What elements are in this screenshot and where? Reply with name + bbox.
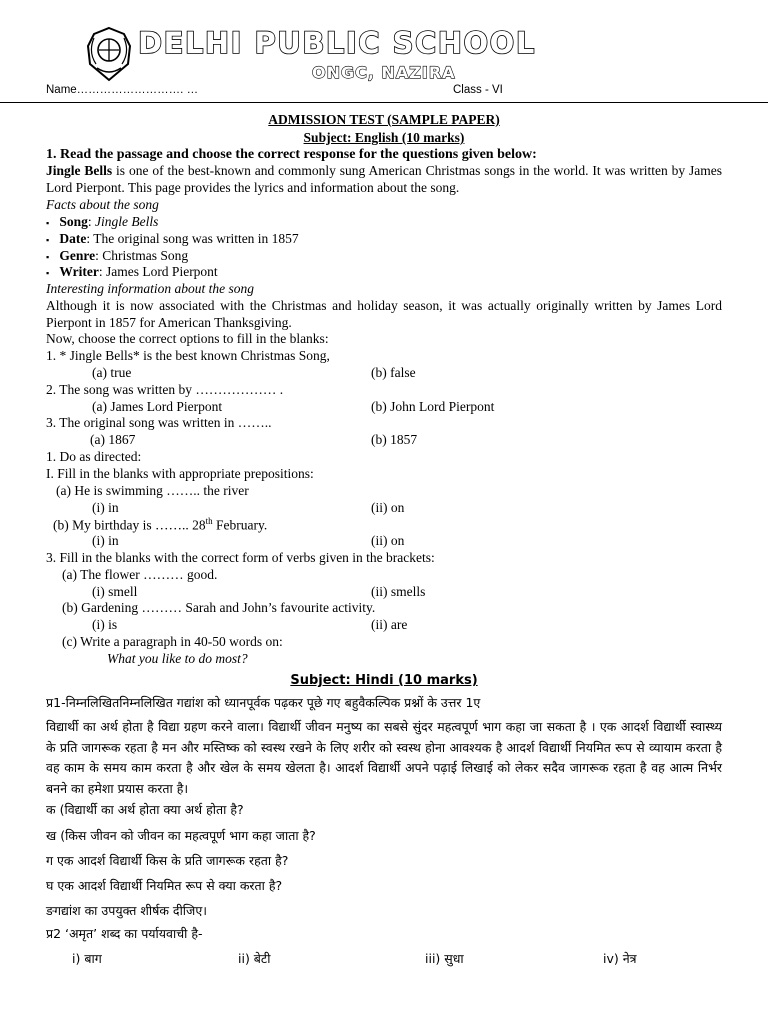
hindi-question: क (विद्यार्थी का अर्थ होता क्या अर्थ होता है? — [46, 802, 244, 817]
mcq-option-a: (a) 1867 — [90, 432, 136, 447]
fact-value: Christmas Song — [102, 248, 189, 263]
fact-value: James Lord Pierpont — [105, 264, 218, 279]
verb-question: (b) Gardening ……… Sarah and John’s favourite activity. — [62, 600, 376, 615]
hindi-option: iv) नेत्र — [603, 951, 637, 966]
fact-item: ▪ Writer: James Lord Pierpont — [46, 264, 218, 279]
hindi-subject-heading: Subject: Hindi (10 marks) — [290, 673, 478, 688]
preposition-question: (a) He is swimming …….. the river — [56, 483, 249, 498]
mcq-question: 2. The song was written by ……………… . — [46, 382, 284, 397]
header-divider — [0, 102, 768, 103]
interesting-body: Although it is now associated with the Christmas and holiday season, it was actually originally written by James Lord Pierpont in 1857 for American Thanksgiving. — [46, 298, 722, 330]
passage-body: is one of the best-known and commonly sung American Christmas songs in the world. It was written by James Lord Pierpont. This page provides the lyrics and information about the song. — [46, 163, 722, 195]
mcq-question: 1. * Jingle Bells* is the best known Christmas Song, — [46, 348, 330, 363]
do-as-directed-heading: 1. Do as directed: — [46, 449, 142, 464]
hindi-question: घ एक आदर्श विद्यार्थी नियमित रूप से क्या करता है? — [46, 878, 283, 893]
option: (ii) are — [371, 617, 408, 632]
passage-intro — [46, 163, 722, 196]
mcq-option-a: (a) James Lord Pierpont — [92, 399, 223, 414]
school-name: DELHI PUBLIC SCHOOL — [138, 26, 536, 60]
mcq-option-b: (b) John Lord Pierpont — [371, 399, 495, 414]
hindi-question: ङगद्यांश का उपयुक्त शीर्षक दीजिए। — [46, 903, 207, 918]
superscript: th — [205, 516, 213, 526]
hindi-q2: प्र2 ‘अमृत’ शब्द का पर्यायवाची है- — [46, 926, 203, 941]
fact-value: Jingle Bells — [95, 214, 159, 229]
fact-item: ▪ Song: Jingle Bells — [46, 214, 159, 229]
hindi-question: ख (किस जीवन को जीवन का महत्वपूर्ण भाग कहा जाता है? — [46, 828, 316, 843]
option: (ii) on — [371, 500, 405, 515]
preposition-question — [53, 516, 267, 534]
hindi-option: iii) सुधा — [425, 951, 464, 966]
english-subject-heading: Subject: English (10 marks) — [303, 130, 465, 145]
option: (ii) on — [371, 533, 405, 548]
school-emblem-icon — [84, 26, 134, 82]
q1-heading: 1. Read the passage and choose the correct response for the questions given below: — [46, 147, 537, 162]
name-field: Name………………………. … — [46, 84, 199, 96]
question-text: (b) My birthday is …….. 28 — [53, 517, 206, 533]
test-title: ADMISSION TEST (SAMPLE PAPER) — [268, 112, 500, 127]
passage-lead: Jingle Bells — [46, 163, 113, 178]
interesting-heading: Interesting information about the song — [46, 281, 254, 296]
fact-label: Song — [59, 214, 88, 229]
prepositions-heading: I. Fill in the blanks with appropriate prepositions: — [46, 466, 314, 481]
class-label: Class - VI — [453, 84, 503, 96]
instruction: Now, choose the correct options to fill in the blanks: — [46, 331, 329, 346]
facts-heading: Facts about the song — [46, 197, 159, 212]
fact-item: ▪ Date: The original song was written in 1857 — [46, 231, 299, 246]
hindi-option: ii) बेटी — [238, 951, 271, 966]
verbs-heading: 3. Fill in the blanks with the correct form of verbs given in the brackets: — [46, 550, 435, 565]
fact-item: ▪ Genre: Christmas Song — [46, 248, 189, 263]
fact-value: The original song was written in 1857 — [93, 231, 299, 246]
fact-label: Genre — [59, 248, 96, 263]
paragraph-question: (c) Write a paragraph in 40-50 words on: — [62, 634, 283, 649]
hindi-passage: विद्यार्थी का अर्थ होता है विद्या ग्रहण करने वाला। विद्यार्थी जीवन मनुष्य का सबसे सुंदर महत्वपूर्ण भाग कहा जा सकता है । एक आदर्श विद्यार्थी स्वास्थ्य के प्रति जागरूक रहता है मन और मस्तिष्क को स्वस्थ रखने के लिए शरीर को स्वस्थ होना आवश्यक है आदर्श विद्यार्थी नियमित रूप से व्यायाम करता है वह काम के समय काम करता है और खेल के समय खेलता है। आदर्श विद्यार्थी अपने पढ़ाई लिखाई को लेकर सदैव जागरूक रहता है वह आत्म निर्भर बनने का हमेशा प्रयास करता है। — [46, 719, 722, 797]
hindi-question: ग एक आदर्श विद्यार्थी किस के प्रति जागरूक रहता है? — [46, 853, 289, 868]
mcq-option-b: (b) 1857 — [371, 432, 418, 447]
question-text: February. — [212, 517, 268, 533]
mcq-option-b: (b) false — [371, 365, 416, 380]
option: (i) is — [92, 617, 118, 632]
option: (ii) smells — [371, 584, 426, 599]
fact-label: Date — [59, 231, 87, 246]
verb-question: (a) The flower ……… good. — [62, 567, 218, 582]
option: (i) in — [92, 500, 119, 515]
option: (i) smell — [92, 584, 138, 599]
paragraph-topic: What you like to do most? — [107, 651, 248, 666]
school-branch: ONGC, NAZIRA — [312, 63, 456, 82]
hindi-q1: प्र1-निम्नलिखितनिम्नलिखित गद्यांश को ध्यानपूर्वक पढ़कर पूछे गए बहुवैकल्पिक प्रश्नों के उत्तर 1ए — [46, 695, 481, 710]
fact-label: Writer — [59, 264, 99, 279]
hindi-option: i) बाग — [72, 951, 102, 966]
mcq-option-a: (a) true — [92, 365, 132, 380]
option: (i) in — [92, 533, 119, 548]
mcq-question: 3. The original song was written in …….. — [46, 415, 272, 430]
